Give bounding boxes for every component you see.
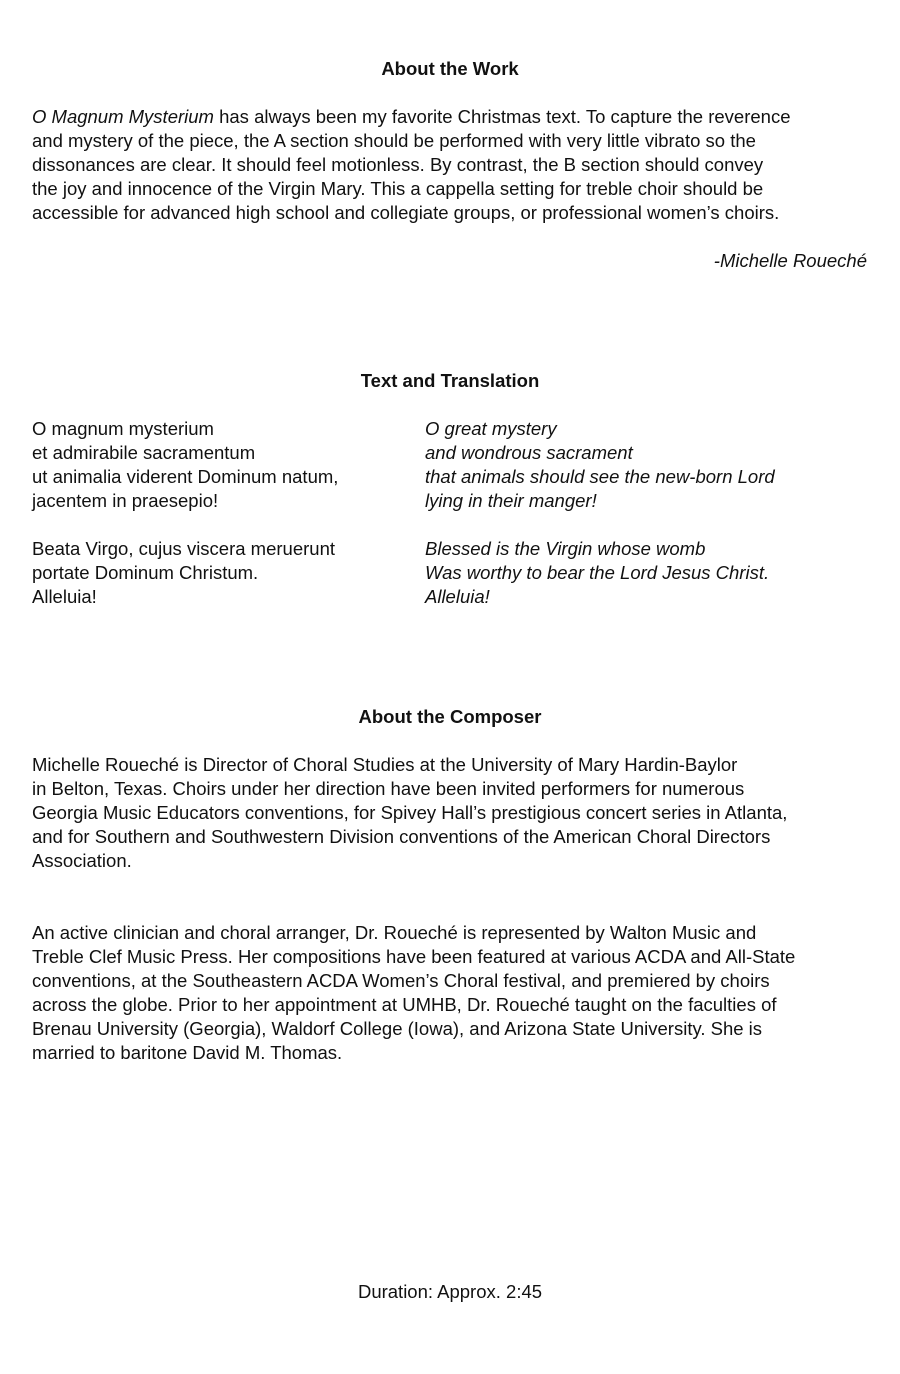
composer-line: An active clinician and choral arranger, Dr. Roueché is represented by Walton Music and — [32, 922, 757, 943]
latin-line: portate Dominum Christum. — [32, 562, 259, 583]
english-line: Was worthy to bear the Lord Jesus Christ. — [425, 562, 770, 583]
composer-line: in Belton, Texas. Choirs under her direction have been invited performers for numerous — [32, 778, 745, 799]
translation-heading: Text and Translation — [360, 370, 540, 391]
duration-note: Duration: Approx. 2:45 — [357, 1281, 543, 1302]
latin-stanza-2 — [32, 537, 335, 609]
composer-line: married to baritone David M. Thomas. — [32, 1042, 343, 1063]
latin-line: O magnum mysterium — [32, 418, 214, 439]
latin-line: et admirabile sacramentum — [32, 442, 256, 463]
composer-line: Association. — [32, 850, 132, 871]
composer-paragraph-1 — [32, 753, 872, 873]
about-composer-heading: About the Composer — [358, 706, 542, 727]
composer-line: and for Southern and Southwestern Division conventions of the American Choral Directors — [32, 826, 771, 847]
latin-line: Alleluia! — [32, 586, 97, 607]
english-line: Blessed is the Virgin whose womb — [425, 538, 706, 559]
about-work-heading: About the Work — [381, 58, 519, 79]
latin-line: Beata Virgo, cujus viscera meruerunt — [32, 538, 336, 559]
about-work-paragraph — [32, 105, 872, 225]
composer-paragraph-2 — [32, 921, 872, 1065]
composer-line: Treble Clef Music Press. Her compositions have been featured at various ACDA and All-State — [32, 946, 796, 967]
latin-line: jacentem in praesepio! — [32, 490, 219, 511]
english-line: O great mystery — [425, 418, 557, 439]
english-stanza-2 — [425, 537, 769, 609]
english-line: that animals should see the new-born Lord — [425, 466, 775, 487]
composer-line: Brenau University (Georgia), Waldorf College (Iowa), and Arizona State University. She is — [32, 1018, 763, 1039]
signature: -Michelle Roueché — [713, 250, 867, 271]
latin-line: ut animalia viderent Dominum natum, — [32, 466, 339, 487]
english-line: lying in their manger! — [425, 490, 597, 511]
work-title: O Magnum Mysterium — [32, 106, 214, 127]
about-work-line — [32, 105, 872, 129]
composer-line: across the globe. Prior to her appointment at UMHB, Dr. Roueché taught on the faculties of — [32, 994, 777, 1015]
english-line: and wondrous sacrament — [425, 442, 633, 463]
composer-line: Michelle Roueché is Director of Choral Studies at the University of Mary Hardin-Baylor — [32, 754, 738, 775]
about-work-line: accessible for advanced high school and collegiate groups, or professional women’s choirs. — [32, 202, 780, 223]
latin-stanza-1 — [32, 417, 338, 513]
english-stanza-1 — [425, 417, 775, 513]
about-work-line: the joy and innocence of the Virgin Mary. This a cappella setting for treble choir should be — [32, 178, 764, 199]
about-work-line-rest: has always been my favorite Christmas text. To capture the reverence — [213, 106, 791, 127]
english-line: Alleluia! — [425, 586, 490, 607]
composer-line: conventions, at the Southeastern ACDA Women’s Choral festival, and premiered by choirs — [32, 970, 770, 991]
composer-line: Georgia Music Educators conventions, for Spivey Hall’s prestigious concert series in Atlanta, — [32, 802, 788, 823]
about-work-line: dissonances are clear. It should feel motionless. By contrast, the B section should convey — [32, 154, 764, 175]
about-work-line: and mystery of the piece, the A section should be performed with very little vibrato so the — [32, 130, 756, 151]
